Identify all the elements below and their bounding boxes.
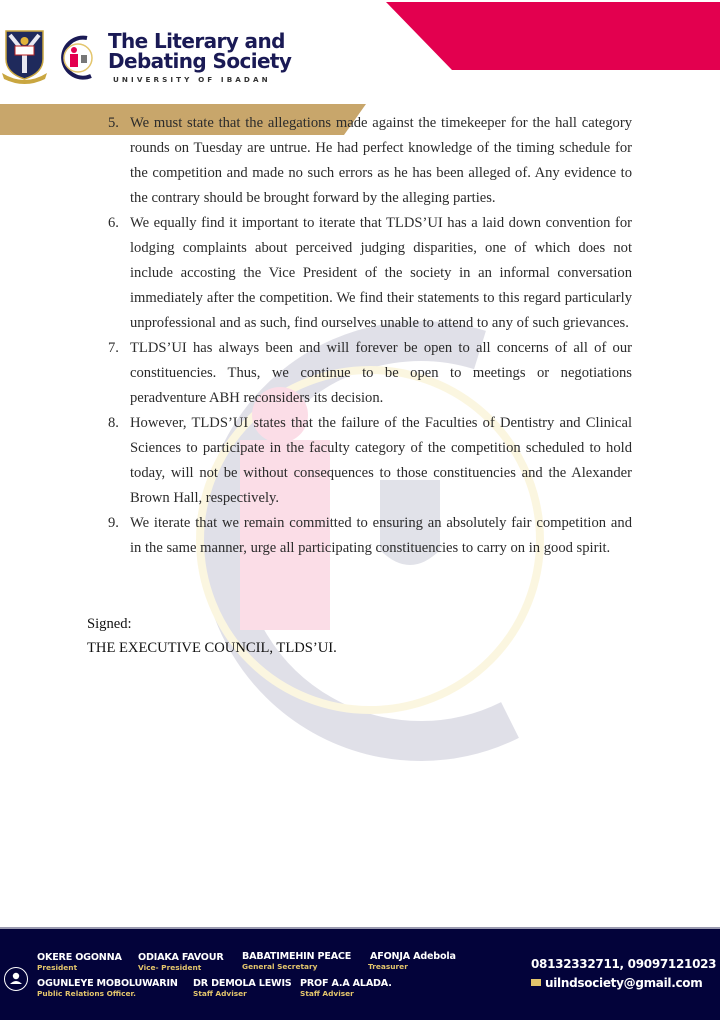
item-text: TLDS’UI has always been and will forever be open to all concerns of all of our constituencies. Thus, we continue to be open to meetings or negotiations peradventure ABH reconsiders its decision. [130, 340, 632, 406]
list-item [0, 411, 632, 511]
brand-block [108, 31, 291, 84]
signed-label: Signed: [87, 616, 132, 632]
officer-entry [193, 978, 292, 998]
officer-name: BABATIMEHIN PEACE [242, 951, 352, 962]
university-crest-logo [2, 29, 47, 85]
officer-name: OGUNLEYE MOBOLUWARIN [37, 978, 178, 989]
list-item [0, 336, 632, 411]
item-number: 6. [108, 215, 119, 231]
brand-title-line2: Debating Society [108, 49, 292, 73]
item-text: However, TLDS’UI states that the failure of the Faculties of Dentistry and Clinical Sciences to participate in the faculty category of the competition scheduled to hold today, will not be without consequences to those constituencies and the Alexander Brown Hall, respectively. [130, 415, 632, 506]
officer-role: General Secretary [242, 962, 318, 971]
item-number: 5. [108, 115, 119, 131]
signatory: THE EXECUTIVE COUNCIL, TLDS’UI. [87, 640, 337, 656]
footer [0, 927, 720, 1020]
phone-numbers: 08132332711, 09097121023 [531, 957, 717, 971]
officer-entry [242, 951, 351, 971]
brand-subtitle: UNIVERSITY OF IBADAN [113, 75, 271, 84]
list-item [0, 111, 632, 211]
officer-role: Staff Adviser [193, 989, 247, 998]
item-number: 7. [108, 340, 119, 356]
officer-entry [370, 951, 456, 971]
email-address[interactable]: uilndsociety@gmail.com [545, 976, 703, 990]
list-item [0, 211, 632, 336]
item-number: 9. [108, 515, 119, 531]
signature-block [87, 612, 337, 660]
item-number: 8. [108, 415, 119, 431]
officer-name: PROF A.A ALADA. [300, 978, 392, 989]
email-line [531, 976, 702, 990]
officer-name: DR DEMOLA LEWIS [193, 978, 292, 989]
statement-list [0, 111, 720, 561]
officer-name: OKERE OGONNA [37, 952, 122, 963]
envelope-icon [531, 979, 541, 986]
officer-role: Vice- President [138, 963, 202, 972]
item-text: We must state that the allegations made against the timekeeper for the hall category rounds on Tuesday are untrue. He had perfect knowledge of the timing schedule for the competition and made no such errors as he has been alleged of. Any evidence to the contrary should be brought forward by the alleging parties. [130, 115, 632, 206]
officer-role: Treasurer [368, 962, 408, 971]
society-logo [57, 34, 99, 82]
officer-role: Staff Adviser [300, 989, 354, 998]
item-text: We equally find it important to iterate that TLDS’UI has a laid down convention for lodging complaints about perceived judging disparities, one of which does not include accosting the Vice President of the society in an informal conversation immediately after the competition. We find their statements to this regard particularly unprofessional and as such, find ourselves unable to attend to any of such grievances. [130, 215, 632, 331]
item-text: We iterate that we remain committed to ensuring an absolutely fair competition and in the same manner, urge all participating constituencies to carry on in good spirit. [130, 515, 632, 556]
officer-entry [138, 952, 224, 972]
officer-role: President [37, 963, 78, 972]
officer-entry [37, 978, 178, 998]
user-circle-icon [4, 967, 28, 991]
header-red-band [386, 2, 720, 70]
officer-role: Public Relations Officer. [37, 989, 136, 998]
officer-name: AFONJA Adebola [370, 951, 456, 962]
list-item [0, 511, 632, 561]
officer-entry [37, 952, 122, 972]
officer-name: ODIAKA FAVOUR [138, 952, 224, 963]
officer-entry [300, 978, 392, 998]
brand-title-line1: The Literary and [108, 29, 285, 53]
